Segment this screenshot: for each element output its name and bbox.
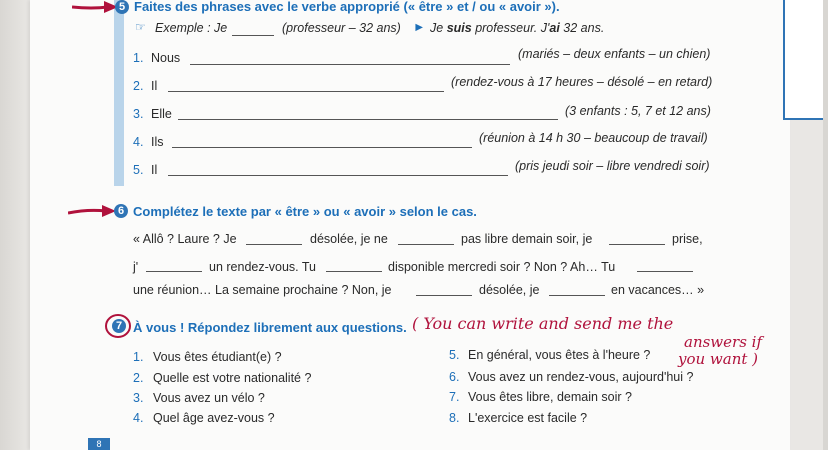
ex7-q3-num: 3. xyxy=(133,391,144,405)
ex6-line3-part3: en vacances… » xyxy=(611,283,705,297)
ex7-q5-num: 5. xyxy=(449,348,460,362)
ex5-item-5-num: 5. xyxy=(133,163,144,177)
exercise-6-badge: 6 xyxy=(114,204,128,218)
ex5-item-3-hint: (3 enfants : 5, 7 et 12 ans) xyxy=(565,104,711,118)
example-hint: (professeur – 32 ans) xyxy=(282,21,401,35)
ex5-item-4-num: 4. xyxy=(133,135,144,149)
ex6-blank-4[interactable] xyxy=(146,271,202,272)
example-answer: Je suis professeur. J'ai 32 ans. xyxy=(430,21,605,35)
example-arrow: ► xyxy=(413,20,426,34)
ex7-q5-text: En général, vous êtes à l'heure ? xyxy=(468,348,651,362)
exercise-5-badge: 5 xyxy=(115,0,129,14)
ex5-item-1-num: 1. xyxy=(133,51,144,65)
ex6-blank-5[interactable] xyxy=(326,271,382,272)
handwritten-note-line1: ( You can write and send me the xyxy=(412,314,674,333)
ex6-line2-part2: un rendez-vous. Tu xyxy=(209,260,317,274)
margin-box xyxy=(783,0,825,120)
page-edge xyxy=(823,0,828,450)
ex5-item-3-subject: Elle xyxy=(151,107,172,121)
ex5-item-2-subject: Il xyxy=(151,79,158,93)
ex6-line1-part3: pas libre demain soir, je xyxy=(461,232,593,246)
ex5-item-3-num: 3. xyxy=(133,107,144,121)
ex7-q8-text: L'exercice est facile ? xyxy=(468,411,588,425)
page-binding-shadow xyxy=(0,0,30,450)
ex7-q8-num: 8. xyxy=(449,411,460,425)
exercise-7-badge: 7 xyxy=(112,319,126,333)
ex6-line1-part2: désolée, je ne xyxy=(310,232,388,246)
ex5-item-2-answer-line[interactable] xyxy=(168,91,444,92)
ex5-item-1-answer-line[interactable] xyxy=(190,64,510,65)
ex7-q7-num: 7. xyxy=(449,390,460,404)
ex7-q2-text: Quelle est votre nationalité ? xyxy=(153,371,312,385)
ex6-line1-part4: prise, xyxy=(672,232,703,246)
ex6-line2-part1: j' xyxy=(133,260,139,274)
exercise-7-title: À vous ! Répondez librement aux questions. xyxy=(133,320,407,335)
ex7-q2-num: 2. xyxy=(133,371,144,385)
example-blank xyxy=(232,35,274,36)
ex7-q6-text: Vous avez un rendez-vous, aujourd'hui ? xyxy=(468,370,694,384)
ex5-item-1-subject: Nous xyxy=(151,51,181,65)
ex5-item-5-subject: Il xyxy=(151,163,158,177)
ex5-item-4-answer-line[interactable] xyxy=(172,147,472,148)
ex5-item-2-num: 2. xyxy=(133,79,144,93)
ex7-q7-text: Vous êtes libre, demain soir ? xyxy=(468,390,632,404)
ex7-q1-num: 1. xyxy=(133,350,144,364)
hand-pointer-icon: ☞ xyxy=(135,20,146,34)
ex5-item-4-hint: (réunion à 14 h 30 – beaucoup de travail) xyxy=(479,131,708,145)
ex6-blank-1[interactable] xyxy=(246,244,302,245)
ex6-line1-part1: « Allô ? Laure ? Je xyxy=(133,232,237,246)
ex6-line3-part2: désolée, je xyxy=(479,283,540,297)
ex7-q4-text: Quel âge avez-vous ? xyxy=(153,411,275,425)
exercise-6-title: Complétez le texte par « être » ou « avoir » selon le cas. xyxy=(133,204,477,219)
ex5-item-2-hint: (rendez-vous à 17 heures – désolé – en retard) xyxy=(451,75,713,89)
ex7-q3-text: Vous avez un vélo ? xyxy=(153,391,265,405)
ex7-q4-num: 4. xyxy=(133,411,144,425)
example-prefix: Exemple : Je xyxy=(155,21,228,35)
ex5-item-5-answer-line[interactable] xyxy=(168,175,508,176)
section-side-bar xyxy=(114,0,124,186)
red-arrow-annotation-6 xyxy=(68,203,120,219)
ex7-q6-num: 6. xyxy=(449,370,460,384)
ex6-line2-part3: disponible mercredi soir ? Non ? Ah… Tu xyxy=(388,260,616,274)
ex6-blank-3[interactable] xyxy=(609,244,665,245)
ex6-line3-part1: une réunion… La semaine prochaine ? Non, je xyxy=(133,283,392,297)
ex6-blank-7[interactable] xyxy=(416,295,472,296)
ex5-item-5-hint: (pris jeudi soir – libre vendredi soir) xyxy=(515,159,710,173)
ex7-q1-text: Vous êtes étudiant(e) ? xyxy=(153,350,282,364)
page-number: 8 xyxy=(88,438,110,450)
ex5-item-4-subject: Ils xyxy=(151,135,164,149)
exercise-5-title: Faites des phrases avec le verbe approprié (« être » et / ou « avoir »). xyxy=(134,0,560,14)
ex6-blank-6[interactable] xyxy=(637,271,693,272)
ex6-blank-2[interactable] xyxy=(398,244,454,245)
handwritten-note-line2: answers if xyxy=(684,333,763,351)
ex6-blank-8[interactable] xyxy=(549,295,605,296)
ex5-item-3-answer-line[interactable] xyxy=(178,119,558,120)
ex5-item-1-hint: (mariés – deux enfants – un chien) xyxy=(518,47,711,61)
handwritten-note-line3: you want ) xyxy=(678,350,759,368)
